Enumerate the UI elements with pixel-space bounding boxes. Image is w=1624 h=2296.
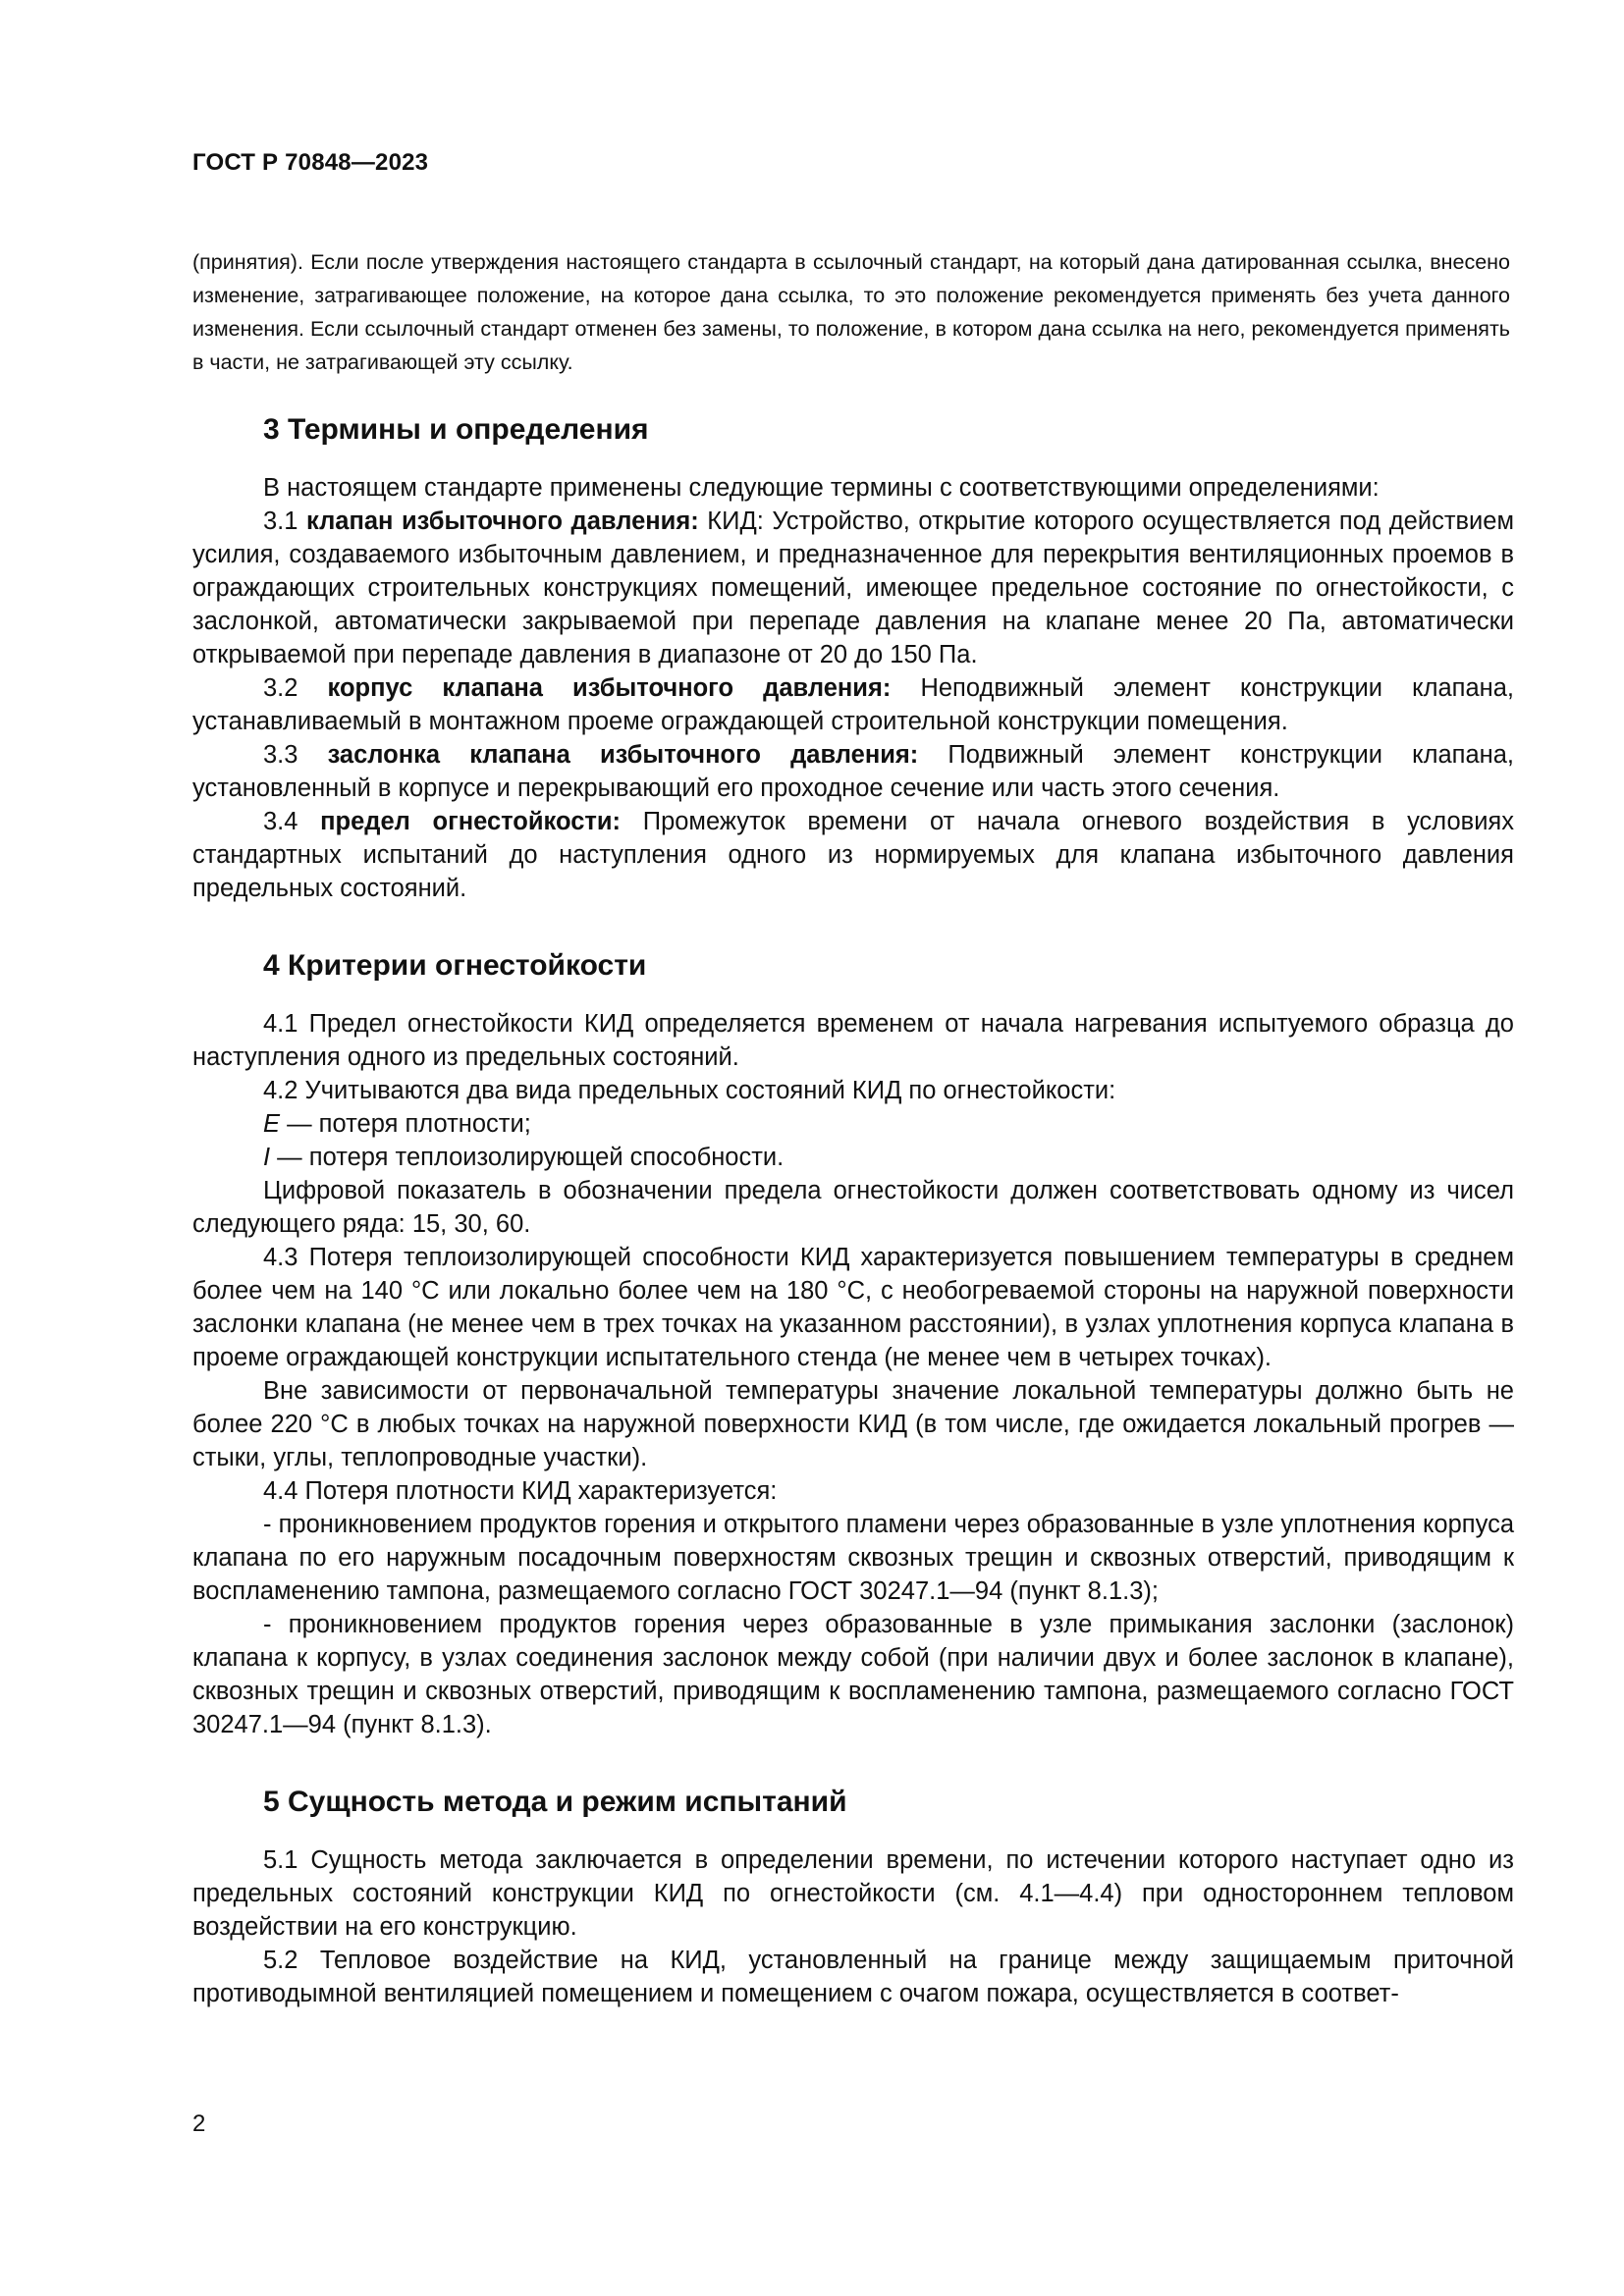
page-number: 2 xyxy=(192,2110,206,2137)
section-3-lead: В настоящем стандарте применены следующие термины с соответствующими определениями: xyxy=(263,474,1380,502)
term-title: клапан избыточного давления: xyxy=(306,507,699,535)
term-number: 3.4 xyxy=(263,808,298,835)
digits-paragraph: Цифровой показатель в обозначении предела огнестойкости должен соответствовать одному из чисел следующего ряда: 15, 30, 60. xyxy=(192,1177,1514,1238)
term-title: корпус клапана избыточного давления: xyxy=(327,674,892,702)
term-number: 3.2 xyxy=(263,674,298,702)
term-title: заслонка клапана избыточного давления: xyxy=(327,741,919,769)
limit-state-symbol: I xyxy=(263,1144,271,1171)
section-3-heading: 3 Термины и определения xyxy=(263,413,649,446)
limit-state-e xyxy=(192,1107,1514,1141)
term-3-1 xyxy=(192,505,1514,671)
term-definition: Промежуток времени от начала огневого воздействия в условиях стандартных испытаний до наступления одного из нормируемых для клапана избыточного давления предельных состояний. xyxy=(192,808,1514,902)
paragraph-4-2: 4.2 Учитываются два вида предельных состояний КИД по огнестойкости: xyxy=(263,1077,1116,1104)
paragraph-5-2: 5.2 Тепловое воздействие на КИД, установленный на границе между защищаемым приточной противодымной вентиляцией помещением и помещением с очагом пожара, осуществляется в соответ- xyxy=(192,1947,1514,2007)
section-5-heading: 5 Сущность метода и режим испытаний xyxy=(263,1786,847,1818)
document-page xyxy=(192,0,1518,2296)
term-number: 3.3 xyxy=(263,741,298,769)
document-header: ГОСТ Р 70848—2023 xyxy=(192,149,429,176)
paragraph-4-1: 4.1 Предел огнестойкости КИД определяется временем от начала нагревания испытуемого образца до наступления одного из предельных состояний. xyxy=(192,1010,1514,1071)
document-body xyxy=(192,410,1514,2010)
limit-state-symbol: E xyxy=(263,1110,281,1138)
list-item-penetration-2: - проникновением продуктов горения через образованные в узле примыкания заслонки (заслонок) клапана к корпусу, в узлах соединения заслонок между собой (при наличии двух и более заслонок в клапане), сквозных трещин и сквозных отверстий, приводящим к воспламенению тампона, размещаемого согласно ГОСТ 30247.1—94 (пункт 8.1.3). xyxy=(192,1611,1514,1738)
list-item-penetration-1: - проникновением продуктов горения и открытого пламени через образованные в узле уплотнения корпуса клапана по его наружным посадочным поверхностям сквозных трещин и сквозных отверстий, приводящим к воспламенению тампона, размещаемого согласно ГОСТ 30247.1—94 (пункт 8.1.3); xyxy=(192,1511,1514,1605)
paragraph-4-3: 4.3 Потеря теплоизолирующей способности КИД характеризуется повышением температуры в среднем более чем на 140 °С или локально более чем на 180 °С, с необогреваемой стороны на наружной поверхности заслонки клапана (не менее чем в трех точках на указанном расстоянии), в узлах уплотнения корпуса клапана в проеме ограждающей конструкции испытательного стенда (не менее чем в четырех точках). xyxy=(192,1244,1514,1371)
paragraph-5-1: 5.1 Сущность метода заключается в определении времени, по истечении которого наступает одно из предельных состояний конструкции КИД по огнестойкости (см. 4.1—4.4) при одностороннем тепловом воздействии на его конструкцию. xyxy=(192,1846,1514,1941)
term-number: 3.1 xyxy=(263,507,298,535)
term-definition: Подвижный элемент конструкции клапана, установленный в корпусе и перекрывающий его проходное сечение или часть этого сечения. xyxy=(192,741,1514,802)
limit-state-i xyxy=(192,1141,1514,1174)
term-definition: Неподвижный элемент конструкции клапана, устанавливаемый в монтажном проеме ограждающей строительной конструкции помещения. xyxy=(192,674,1514,735)
limit-state-text: — потеря теплоизолирующей способности. xyxy=(270,1144,785,1171)
term-3-4 xyxy=(192,805,1514,905)
section-4-heading: 4 Критерии огнестойкости xyxy=(263,949,647,982)
term-title: предел огнестойкости: xyxy=(320,808,622,835)
term-3-2 xyxy=(192,671,1514,738)
paragraph-4-4: 4.4 Потеря плотности КИД характеризуется: xyxy=(263,1477,778,1505)
term-definition: КИД: Устройство, открытие которого осуществляется под действием усилия, создаваемого избыточным давлением, и предназначенное для перекрытия вентиляционных проемов в ограждающих строительных конструкциях помещений, имеющее предельное состояние по огнестойкости, с заслонкой, автоматически закрываемой при перепаде давления на клапане менее 20 Па, автоматически открываемой при перепаде давления в диапазоне от 20 до 150 Па. xyxy=(192,507,1515,668)
paragraph-4-3-continued: Вне зависимости от первоначальной температуры значение локальной температуры должно быть не более 220 °С в любых точках на наружной поверхности КИД (в том числе, где ожидается локальный прогрев — стыки, углы, теплопроводные участки). xyxy=(192,1377,1514,1471)
intro-paragraph: (принятия). Если после утверждения настоящего стандарта в ссылочный стандарт, на который дана датированная ссылка, внесено изменение, затрагивающее положение, на которое дана ссылка, то это положение рекомендуется применять без учета данного изменения. Если ссылочный стандарт отменен без замены, то положение, в котором дана ссылка на него, рекомендуется применять в части, не затрагивающей эту ссылку. xyxy=(192,249,1510,374)
term-3-3 xyxy=(192,738,1514,805)
limit-state-text: — потеря плотности; xyxy=(280,1110,531,1138)
